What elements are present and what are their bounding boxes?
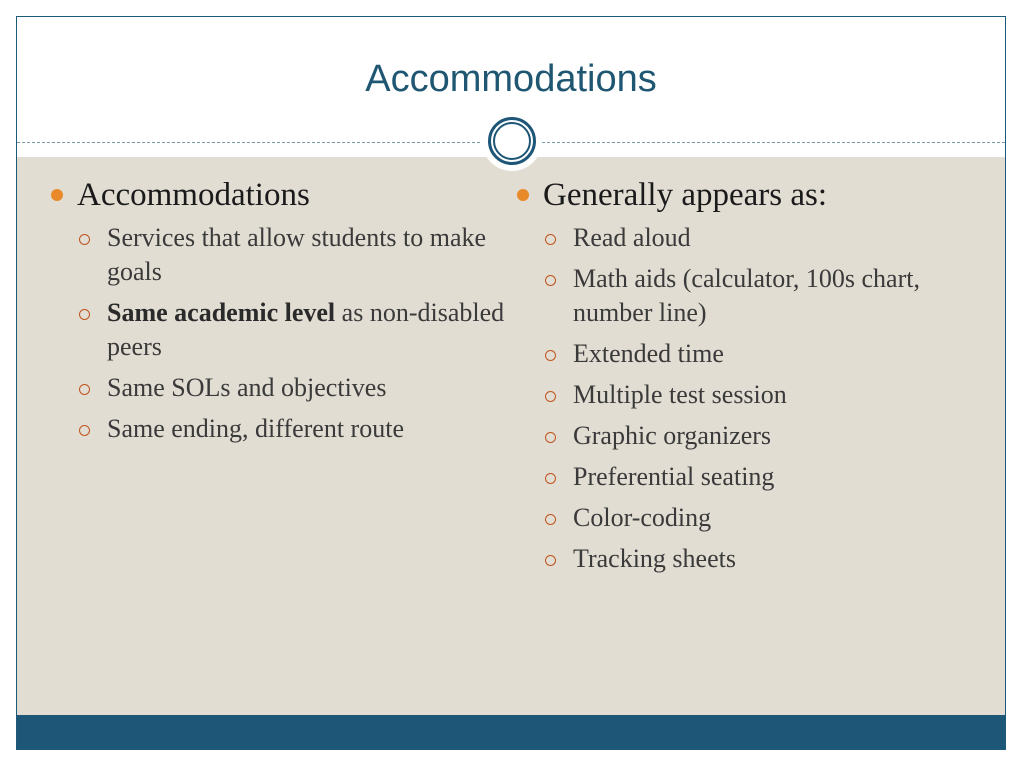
list-item-text: as non-disabled peers [107, 298, 505, 361]
list-item [515, 221, 975, 255]
bullet-ring-icon [545, 473, 556, 484]
list-item [515, 419, 975, 453]
list-item-text: Same ending, different route [107, 414, 404, 443]
bullet-ring-icon [545, 234, 556, 245]
slide [16, 16, 1006, 750]
list-item [515, 542, 975, 576]
bullet-ring-icon [545, 514, 556, 525]
bullet-ring-icon [545, 555, 556, 566]
bullet-ring-icon [79, 309, 90, 320]
list-item-text: Same SOLs and objectives [107, 373, 387, 402]
left-sublist [49, 221, 509, 446]
list-item [49, 412, 509, 446]
divider-circle-ornament [482, 111, 542, 171]
left-column-heading [49, 175, 509, 215]
list-item [49, 371, 509, 405]
bullet-ring-icon [545, 275, 556, 286]
list-item-text: Services that allow students to make goals [107, 223, 487, 286]
bullet-ring-icon [545, 350, 556, 361]
ornament-ring [488, 117, 536, 165]
footer-bar [17, 715, 1005, 750]
list-item [515, 262, 975, 330]
list-item-bold-text: Same academic level [107, 298, 336, 327]
list-item-text: Tracking sheets [573, 544, 736, 573]
bullet-ring-icon [79, 425, 90, 436]
ornament-inner-ring [493, 122, 531, 160]
list-item [515, 501, 975, 535]
left-column [49, 175, 509, 453]
bullet-ring-icon [545, 391, 556, 402]
list-item [49, 221, 509, 289]
right-column-heading [515, 175, 975, 215]
bullet-dot-icon [51, 189, 63, 201]
bullet-ring-icon [545, 432, 556, 443]
slide-title: Accommodations [365, 58, 657, 100]
bullet-dot-icon [517, 189, 529, 201]
list-item [515, 337, 975, 371]
list-item [49, 296, 509, 364]
left-heading-text: Accommodations [77, 177, 310, 213]
list-item-text: Extended time [573, 339, 724, 368]
bullet-ring-icon [79, 384, 90, 395]
bullet-ring-icon [79, 234, 90, 245]
list-item-text: Graphic organizers [573, 421, 772, 450]
list-item-text: Multiple test session [573, 380, 787, 409]
list-item-text: Color-coding [573, 503, 712, 532]
list-item [515, 460, 975, 494]
right-heading-text: Generally appears as: [543, 177, 828, 213]
right-column [515, 175, 975, 583]
right-sublist [515, 221, 975, 576]
list-item-text: Preferential seating [573, 462, 775, 491]
list-item-text: Read aloud [573, 223, 691, 252]
list-item-text: Math aids (calculator, 100s chart, number line) [573, 264, 920, 327]
list-item [515, 378, 975, 412]
